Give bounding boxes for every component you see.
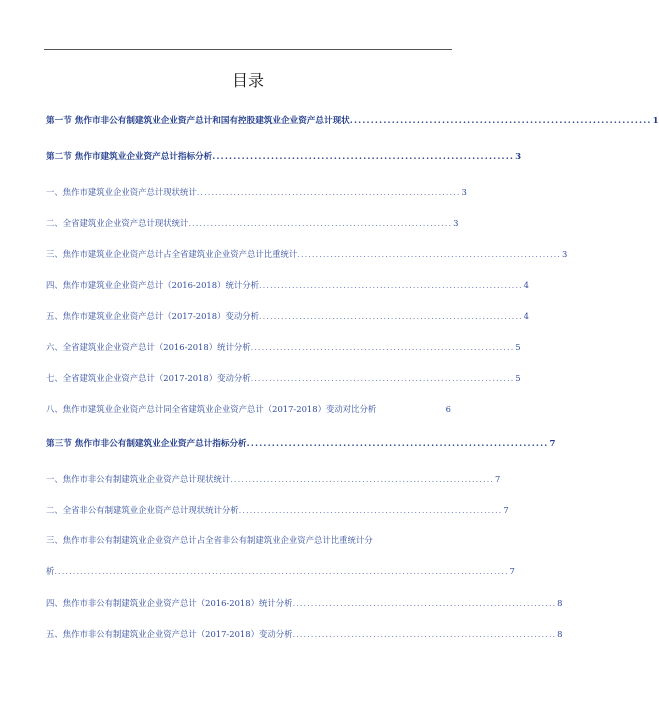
toc-entry-label: 第一节 焦作市非公有制建筑业企业资产总计和国有控股建筑业企业资产总计现状	[46, 116, 350, 126]
toc-entry-label: 六、全省建筑业企业资产总计（2016-2018）统计分析	[46, 342, 251, 352]
toc-entry[interactable]	[46, 217, 459, 229]
toc-entry[interactable]	[46, 279, 529, 291]
toc-entry-page: 5	[515, 342, 521, 352]
toc-leader-dots: ........................................................................	[230, 474, 494, 484]
toc-entry[interactable]	[46, 565, 515, 577]
toc-entry-label: 八、焦作市建筑业企业资产总计同全省建筑业企业资产总计（2017-2018）变动对比分析	[46, 404, 377, 414]
toc-leader-dots: ........................................................................	[212, 152, 515, 162]
toc-entry-label: 一、焦作市非公有制建筑业企业资产总计现状统计	[46, 474, 231, 484]
toc-entry-page: 5	[515, 373, 521, 383]
toc-entry-page: 7	[494, 474, 501, 484]
toc-entry[interactable]	[46, 628, 563, 640]
toc-entry-label: 二、全省建筑业企业资产总计现状统计	[46, 218, 189, 228]
toc-entry-label: 四、焦作市建筑业企业资产总计（2016-2018）统计分析	[46, 280, 259, 290]
toc-leader-dots: ........................................................................	[188, 218, 453, 228]
toc-entry-label: 第三节 焦作市非公有制建筑业企业资产总计指标分析	[46, 439, 247, 449]
toc-entry[interactable]	[46, 372, 521, 384]
toc-entry[interactable]	[46, 597, 563, 609]
toc-leader-dots: ........................................................................	[349, 116, 652, 126]
toc-leader-dots: ........................................................................	[292, 598, 557, 608]
toc-entry-label-line1[interactable]: 三、焦作市非公有制建筑业企业资产总计占全省非公有制建筑业企业资产总计比重统计分	[46, 535, 373, 545]
toc-leader-dots: ........................................................................	[297, 249, 561, 259]
toc-entry-page: 6	[445, 404, 451, 414]
toc-entry-label: 一、焦作市建筑业企业资产总计现状统计	[46, 187, 197, 197]
toc-entry-label: 七、全省建筑业企业资产总计（2017-2018）变动分析	[46, 373, 251, 383]
toc-entry[interactable]	[46, 473, 501, 485]
toc-leader-dots: ........................................................................	[292, 629, 557, 639]
toc-leader-dots: ........................................................................	[258, 311, 523, 321]
toc-entry-page: 4	[523, 280, 529, 290]
toc-entry[interactable]	[46, 115, 659, 127]
toc-leader-dots: ............................................................................................................................	[54, 566, 509, 576]
toc-entry-page: 7	[509, 566, 515, 576]
toc-entry-page: 3	[561, 249, 568, 259]
toc-entry[interactable]	[46, 403, 451, 415]
toc-leader-dots: ........................................................................	[258, 280, 523, 290]
toc-leader-dots: ........................................................................	[250, 342, 515, 352]
toc-entry-page: 8	[557, 598, 563, 608]
toc-leader-dots: ........................................................................	[250, 373, 515, 383]
toc-entry-page: 7	[503, 505, 509, 515]
toc-entry-label: 第二节 焦作市建筑业企业资产总计指标分析	[46, 152, 213, 162]
toc-entry[interactable]	[46, 248, 568, 260]
toc-entry-label: 析	[46, 566, 55, 576]
toc-entry-page: 8	[557, 629, 563, 639]
toc-entry-page: 4	[523, 311, 529, 321]
toc-entry-label: 四、焦作市非公有制建筑业企业资产总计（2016-2018）统计分析	[46, 598, 293, 608]
toc-entry[interactable]	[46, 151, 522, 163]
toc-entry[interactable]	[46, 186, 467, 198]
toc-entry-label: 五、焦作市建筑业企业资产总计（2017-2018）变动分析	[46, 311, 259, 321]
toc-entry-label: 五、焦作市非公有制建筑业企业资产总计（2017-2018）变动分析	[46, 629, 293, 639]
toc-entry[interactable]	[46, 310, 529, 322]
page-title: 目录	[231, 71, 264, 90]
toc-leader-dots: ........................................................................	[246, 439, 549, 449]
toc-entry-page: 3	[453, 218, 459, 228]
toc-entry-page: 1	[652, 116, 659, 126]
toc-entry[interactable]	[46, 438, 556, 450]
toc-leader-dots: ........................................................................	[238, 505, 503, 515]
toc-entry-page: 3	[515, 152, 522, 162]
toc-entry-page: 3	[461, 187, 467, 197]
header-rule	[44, 49, 452, 50]
toc-entry-page: 7	[549, 439, 556, 449]
toc-entry[interactable]	[46, 504, 509, 516]
toc-entry[interactable]	[46, 341, 521, 353]
toc-leader-dots: ........................................................................	[196, 187, 461, 197]
toc-entry-label: 二、全省非公有制建筑业企业资产总计现状统计分析	[46, 505, 239, 515]
toc-entry-label: 三、焦作市建筑业企业资产总计占全省建筑业企业资产总计比重统计	[46, 249, 298, 259]
